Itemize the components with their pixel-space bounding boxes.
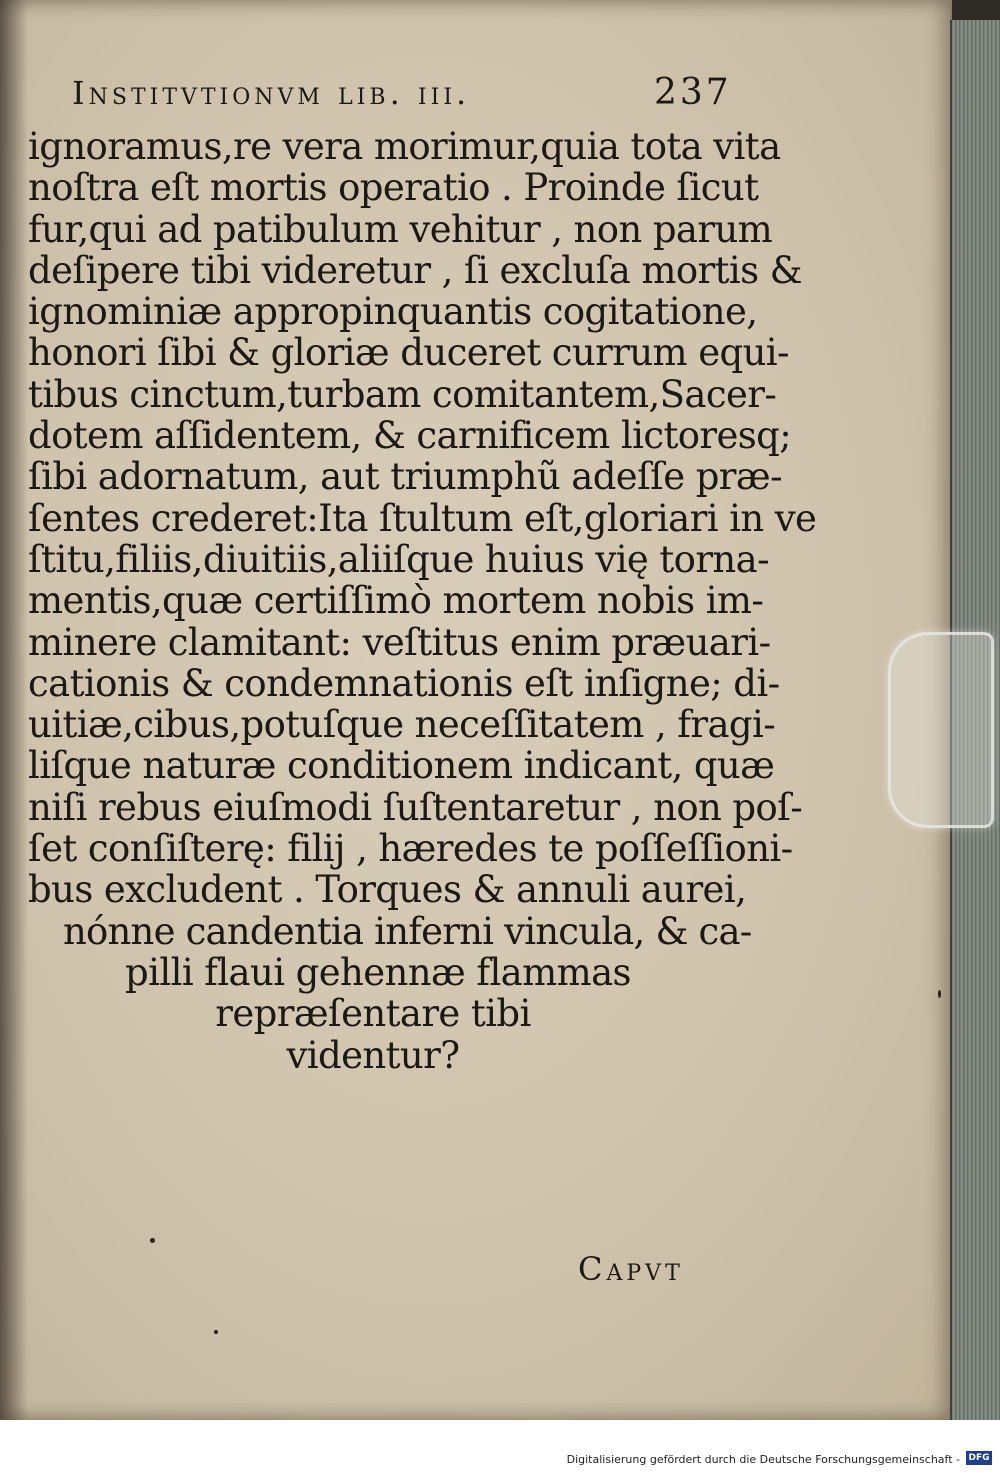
catchword: Capvt [578,1250,684,1288]
text-line: honori ſibi & gloriæ duceret currum equi- [28,331,789,375]
text-block [28,72,817,1077]
gutter-shadow [0,0,28,1420]
page-clip [888,632,994,828]
ink-speck [150,1238,155,1243]
text-line: videntur? [286,1033,460,1077]
dfg-logo: DFG [966,1451,992,1465]
text-line: noſtra eſt mortis operatio . Proinde ſicut [28,166,759,210]
text-line: ſibi adornatum, aut triumphũ adeſſe præ- [28,455,782,499]
text-line: ignoramus,re vera morimur,quia tota vita [28,125,781,168]
text-line: tibus cinctum,turbam comitantem,Sacer- [28,372,777,416]
text-line: fur,qui ad patibulum vehitur , non parum [28,207,773,251]
text-line: ignominiæ appropinquantis cogitatione, [28,290,758,334]
ink-speck [938,990,941,998]
text-line: pilli flaui gehennæ flammas [125,950,631,994]
page-number: 237 [654,72,732,113]
text-line: ſtitu,filiis,diuitiis,aliiſque huius vię torna- [28,537,770,581]
text-line: repræſentare tibi [215,992,531,1036]
running-head [28,72,732,126]
running-title: Institvtionvm lib. iii. [72,74,471,112]
ink-speck [214,1330,218,1334]
text-line: ſet conſiſterę: filij , hæredes te poſſeſſioni- [28,827,793,871]
text-line: bus excludent . Torques & annuli aurei, [28,868,747,912]
text-line: dotem aſſidentem, & carnificem lictoresq; [28,414,792,458]
text-line: liſque naturæ conditionem indicant, quæ [28,744,775,788]
text-line: minere clamitant: veſtitus enim præuari- [28,620,771,664]
text-line: uitiæ,cibus,potuſque neceſſitatem , fragi- [28,703,776,747]
text-line: ſentes crederet:Ita ſtultum eſt,gloriari in ve [28,496,817,540]
text-line: niſi rebus eiuſmodi ſuſtentaretur , non poſ- [28,785,803,829]
digitization-credit: Digitalisierung gefördert durch die Deutsche Forschungsgemeinschaft - [566,1453,960,1466]
text-line: cationis & condemnationis eſt inſigne; di- [28,661,780,705]
text-line: nónne candentia inferni vincula, & ca- [63,909,752,953]
text-line: deſipere tibi videretur , ſi excluſa mortis & [28,248,802,292]
text-line: mentis,quæ certiſſimò mortem nobis im- [28,579,764,623]
